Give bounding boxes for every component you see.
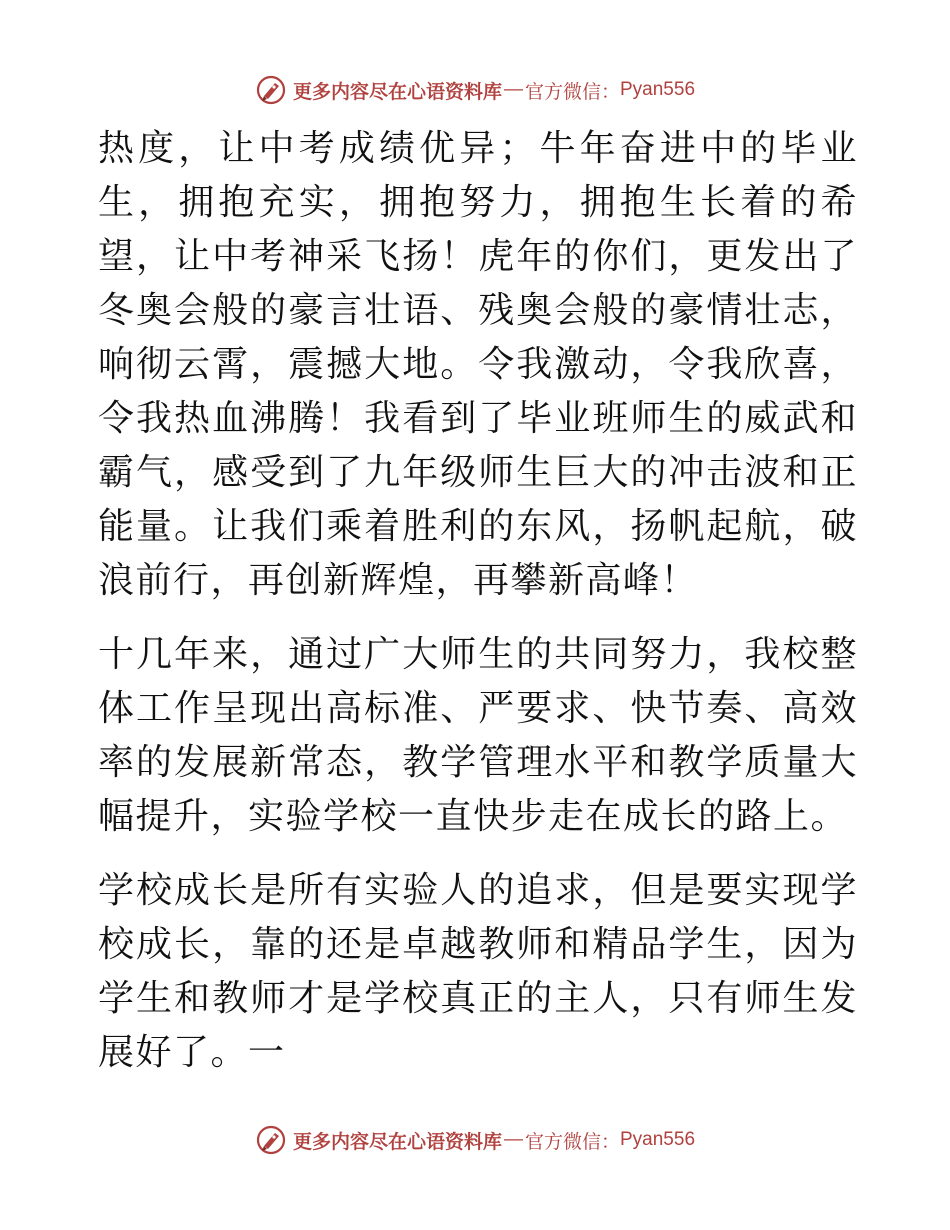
wechat-label: 官方微信： xyxy=(524,1130,620,1153)
wechat-label: 官方微信： xyxy=(524,80,620,103)
pen-nib-logo-icon xyxy=(255,1124,287,1156)
paragraph-3: 学校成长是所有实验人的追求，但是要实现学校成长，靠的还是卓越教师和精品学生，因为学生和教师才是学校真正的主人，只有师生发展好了。一 xyxy=(98,870,858,1073)
banner-separator: — xyxy=(503,79,523,100)
pen-nib-logo-icon xyxy=(255,74,287,106)
document-body xyxy=(98,122,858,1080)
paragraph-1: 热度，让中考成绩优异；牛年奋进中的毕业生，拥抱充实，拥抱努力，拥抱生长着的希望，让中考神采飞扬！虎年的你们，更发出了冬奥会般的豪言壮语、残奥会般的豪情壮志，响彻云霄，震撼大地。令我激动，令我欣喜，令我热血沸腾！我看到了毕业班师生的威武和霸气，感受到了九年级师生巨大的冲击波和正能量。让我们乘着胜利的东风，扬帆起航，破浪前行，再创新辉煌，再攀新高峰！ xyxy=(98,128,858,601)
footer-banner xyxy=(0,1120,950,1160)
wechat-id: Pyan556 xyxy=(620,79,696,100)
brand-text: 更多内容尽在心语资料库 xyxy=(292,80,502,103)
brand-text: 更多内容尽在心语资料库 xyxy=(292,1130,502,1153)
paragraph-2: 十几年来，通过广大师生的共同努力，我校整体工作呈现出高标准、严要求、快节奏、高效率的发展新常态，教学管理水平和教学质量大幅提升，实验学校一直快步走在成长的路上。 xyxy=(98,634,858,837)
banner-separator: — xyxy=(503,1129,523,1150)
header-banner xyxy=(0,70,950,110)
wechat-id: Pyan556 xyxy=(620,1129,696,1150)
